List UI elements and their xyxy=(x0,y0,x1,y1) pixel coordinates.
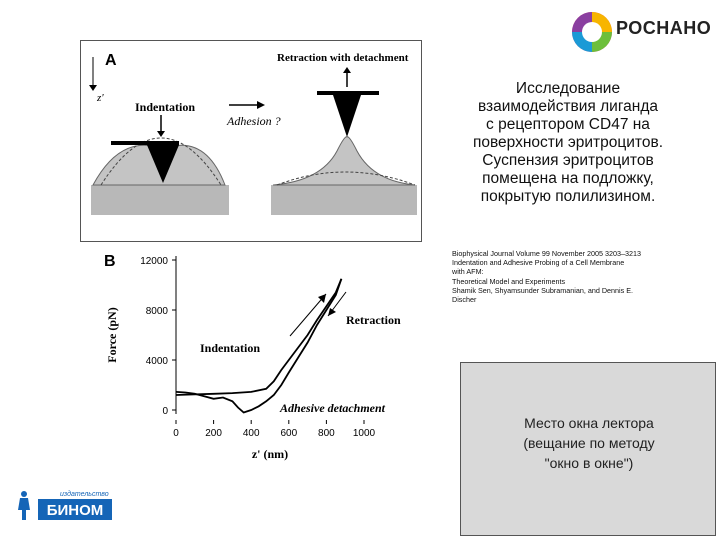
logo-text: РОСНАНО xyxy=(616,18,712,38)
description-line: поверхности эритроцитов. xyxy=(472,134,664,151)
indentation-label: Indentation xyxy=(135,100,196,114)
citation-line: Theoretical Model and Experiments xyxy=(452,276,566,286)
lecturer-line: Место окна лектора xyxy=(524,415,654,431)
cell-stretched xyxy=(273,137,415,185)
retract-indenter-tip xyxy=(333,95,361,137)
x-tick-label: 400 xyxy=(242,428,260,439)
citation xyxy=(452,249,692,304)
figure-a-axis-label: z' xyxy=(97,92,104,104)
adhesion-label: Adhesion ? xyxy=(227,114,281,128)
x-tick-label: 600 xyxy=(280,428,298,439)
down-arrow-icon xyxy=(328,308,336,316)
chart-annotation: Retraction xyxy=(346,313,401,327)
retraction-title: Retraction with detachment xyxy=(277,52,409,64)
figure-a-panel-label: A xyxy=(105,52,117,69)
figure-a xyxy=(80,40,422,242)
figure-b xyxy=(100,240,420,480)
force-chart xyxy=(100,240,420,480)
substrate-right xyxy=(271,185,417,215)
description-line: покрытую полилизином. xyxy=(480,188,656,205)
citation-line: Indentation and Adhesive Probing of a Cell Membrane xyxy=(452,258,625,268)
up-arrow-icon xyxy=(343,67,351,73)
x-tick-label: 0 xyxy=(173,428,179,439)
lecturer-window xyxy=(460,362,716,536)
citation-line: Biophysical Journal Volume 99 November 2005 3203–3213 xyxy=(452,249,641,258)
reader-icon xyxy=(18,491,30,520)
substrate-left xyxy=(91,185,229,215)
x-tick-label: 1000 xyxy=(352,428,376,439)
x-axis-label: z' (nm) xyxy=(251,447,289,461)
retract-indenter-bar xyxy=(317,91,379,95)
down-arrow-icon xyxy=(157,131,165,137)
publisher-top: издательство xyxy=(60,491,109,498)
description-line: Исследование xyxy=(515,80,621,97)
x-tick-label: 200 xyxy=(205,428,222,439)
z-axis-arrow-icon xyxy=(89,85,97,91)
description-line: взаимодействия лиганда xyxy=(477,98,658,115)
citation-line: Discher xyxy=(452,295,477,305)
publisher-name: БИНОМ xyxy=(46,502,104,519)
y-tick-label: 4000 xyxy=(145,356,168,367)
y-tick-label: 8000 xyxy=(145,306,168,317)
figure-b-panel-label: B xyxy=(104,253,116,270)
chart-annotation: Indentation xyxy=(200,341,261,355)
lecturer-line: (вещание по методу xyxy=(523,435,655,451)
description-text xyxy=(448,80,688,206)
description-line: Суспензия эритроцитов xyxy=(482,152,654,169)
lecturer-window-text xyxy=(461,413,717,473)
binom-logo xyxy=(16,488,116,524)
y-tick-label: 0 xyxy=(162,406,168,417)
chart-annotation: Adhesive detachment xyxy=(280,401,385,415)
series-line-indentation xyxy=(176,279,341,395)
x-tick-label: 800 xyxy=(318,428,335,439)
right-arrow-icon xyxy=(257,101,265,109)
y-tick-label: 12000 xyxy=(140,256,168,267)
rosnano-logo-icon xyxy=(568,8,616,56)
lecturer-line: "окно в окне") xyxy=(544,455,634,471)
citation-line: with AFM: xyxy=(452,267,484,277)
description-line: помещена на подложку, xyxy=(482,170,654,187)
indenter-bar xyxy=(111,141,179,145)
y-axis-label: Force (pN) xyxy=(105,307,119,363)
citation-line: Shamik Sen, Shyamsunder Subramanian, and Dennis E. xyxy=(452,285,633,295)
description-line: с рецептором CD47 на xyxy=(486,116,650,133)
